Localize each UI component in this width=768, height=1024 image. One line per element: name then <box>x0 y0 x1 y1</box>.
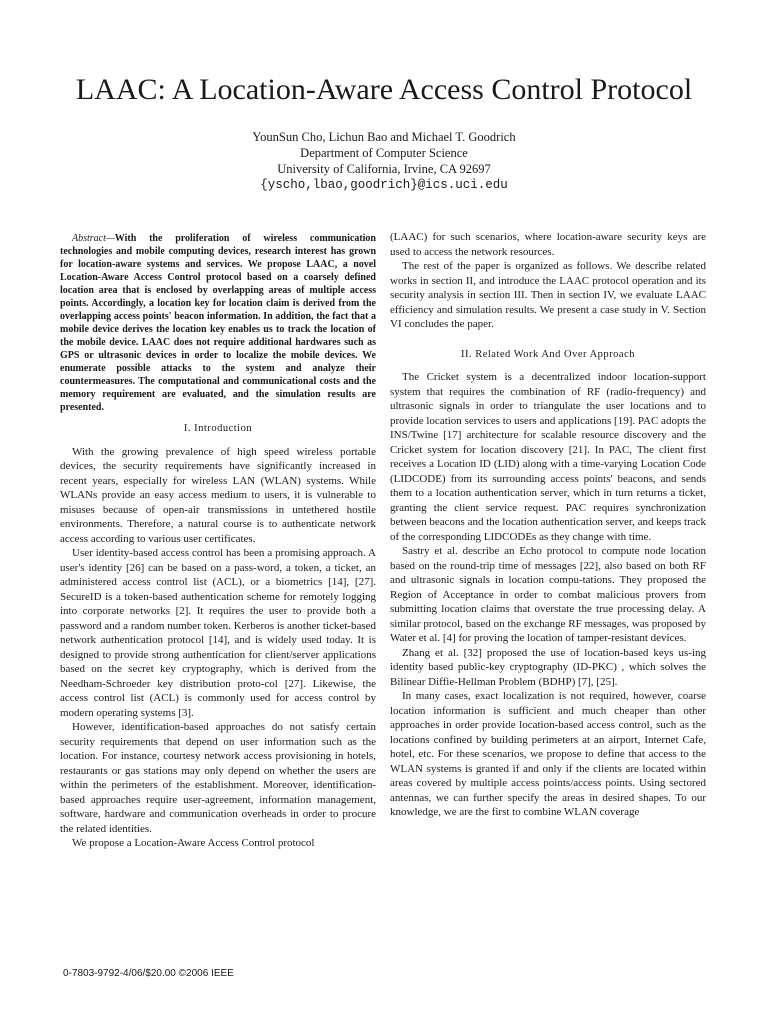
copyright-footer: 0-7803-9792-4/06/$20.00 ©2006 IEEE <box>63 968 234 979</box>
abstract-text: With the proliferation of wireless communication technologies and mobile computing devices, research interest has grown for location-aware systems and services. We propose LAAC, a novel Location-Aware Access Control protocol based on a coarsely defined location area that is enclosed by overlapping areas of multiple access points. Accordingly, a location key for location claim is derived from the overlapping access points' beacon information. In addition, the fact that a mobile device derives the location key enables us to track the location of the mobile device. LAAC does not require additional hardwares such as GPS or ultrasonic devices in order to localize the mobile devices. We enumerate possible attacks to the system and analyze their countermeasures. The computational and communicational costs and the memory requirement are evaluated, and the simulation results are presented. <box>60 233 376 413</box>
paper-title: LAAC: A Location-Aware Access Control Protocol <box>75 73 693 106</box>
paragraph: In many cases, exact localization is not required, however, coarse location information is sufficient and much cheaper than other approaches in order provide location-based access control, such as the locations confined by building perimeters at an airport, Internet Cafe, hotel, etc. For these scenarios, we propose to define that access to the WLAN systems is granted if and only if the clients are located within areas covered by multiple access points/access points. Using sectored antennas, we can further specify the areas in desired shapes. To our knowledge, we are the first to combine WLAN coverage <box>390 690 706 818</box>
abstract <box>60 232 376 414</box>
section-heading-related-work: II. Related Work And Over Approach <box>460 348 635 360</box>
right-column <box>390 230 706 820</box>
author-department: Department of Computer Science <box>300 146 468 160</box>
left-column <box>60 232 376 851</box>
author-email: {yscho,lbao,goodrich}@ics.uci.edu <box>260 178 508 192</box>
section-heading-introduction: I. Introduction <box>183 423 253 434</box>
paragraph: Sastry et al. describe an Echo protocol to compute node location based on the round-trip time of messages [22], also based on both RF and ultrasonic signals in location compu-tations. They proposed the Region of Acceptance in order to combat malicious provers from submitting location claims that overstate the true processing delay. A similar protocol, based on the exchange RF messages, was proposed by Water et al. [4] for proving the location of tamper-resistant devices. <box>390 545 706 644</box>
paragraph: The Cricket system is a decentralized indoor location-support system that requires the combination of RF (radio-frequency) and ultrasonic signals in order to triangulate the user locations and to provide location services to users and applications [19]. PAC adopts the INS/Twine [17] architecture for scalable resource discovery and the Cricket system for location discovery [21]. In PAC, The client first receives a Location ID (LID) along with a time-varying Location Code (LIDCODE) from its surrounding access points' beacons, and sends them to a location authentication server, which in turn returns a ticket, granting the client service request. PAC requires synchronization between beacons and the location authentication server, and keeps track of the corresponding LIDCODEs as they change with time. <box>390 371 706 543</box>
paragraph: We propose a Location-Aware Access Control protocol <box>72 837 315 849</box>
author-names: YounSun Cho, Lichun Bao and Michael T. Goodrich <box>252 130 516 144</box>
author-university: University of California, Irvine, CA 92697 <box>277 162 491 176</box>
paragraph: The rest of the paper is organized as follows. We describe related works in section II, and introduce the LAAC protocol operation and its security analysis in section III. Then in section IV, we evaluate LAAC efficiency and simulation results. We present a case study in V. Section VI concludes the paper. <box>390 260 706 330</box>
paragraph: However, identification-based approaches do not satisfy certain security requirements that depend on user information such as the location. For instance, courtesy network access provisioning in hotels, restaurants or gas stations may only depend on whether the users are within the perimeters of the establishment. Moreover, identification-based approaches require user-agreement, information management, software, hardware and communication overheads in order to procure the related identities. <box>60 721 376 835</box>
abstract-lead: Abstract— <box>72 233 115 244</box>
paragraph: User identity-based access control has been a promising approach. A user's identity [26] can be based on a pass-word, a token, a ticket, an administered access control list (ACL), or a biometrics [14], [27]. SecureID is a token-based authentication scheme for remotely logging into corporate networks [2]. It requires the user to provide both a password and a random number token. Kerberos is another ticket-based network authentication protocol [14], and is widely used today. It is designed to provide strong authentication for client/server applications based on the secret key cryptography, which is derived from the Needham-Schroeder key distribution proto-col [27]. Likewise, the access control list (ACL) is commonly used for access control by modern operating systems [3]. <box>60 547 376 719</box>
paragraph: (LAAC) for such scenarios, where location-aware security keys are used to access the network resources. <box>390 231 706 258</box>
author-block <box>0 129 768 193</box>
paragraph: Zhang et al. [32] proposed the use of location-based keys us-ing identity based public-key cryptography (ID-PKC) , which solves the Bilinear Diffie-Hellman Problem (BDHP) [7], [25]. <box>390 646 706 688</box>
paragraph: With the growing prevalence of high speed wireless portable devices, the security requirements have significantly increased in recent years, especially for wireless LAN (WLAN) systems. While WLANs provide an easy access medium to users, it is vulnerable to misuses because of open-air transmissions in untethered hostile environments. Therefore, a natural course is to authenticate network access according to various user certificates. <box>60 445 376 545</box>
